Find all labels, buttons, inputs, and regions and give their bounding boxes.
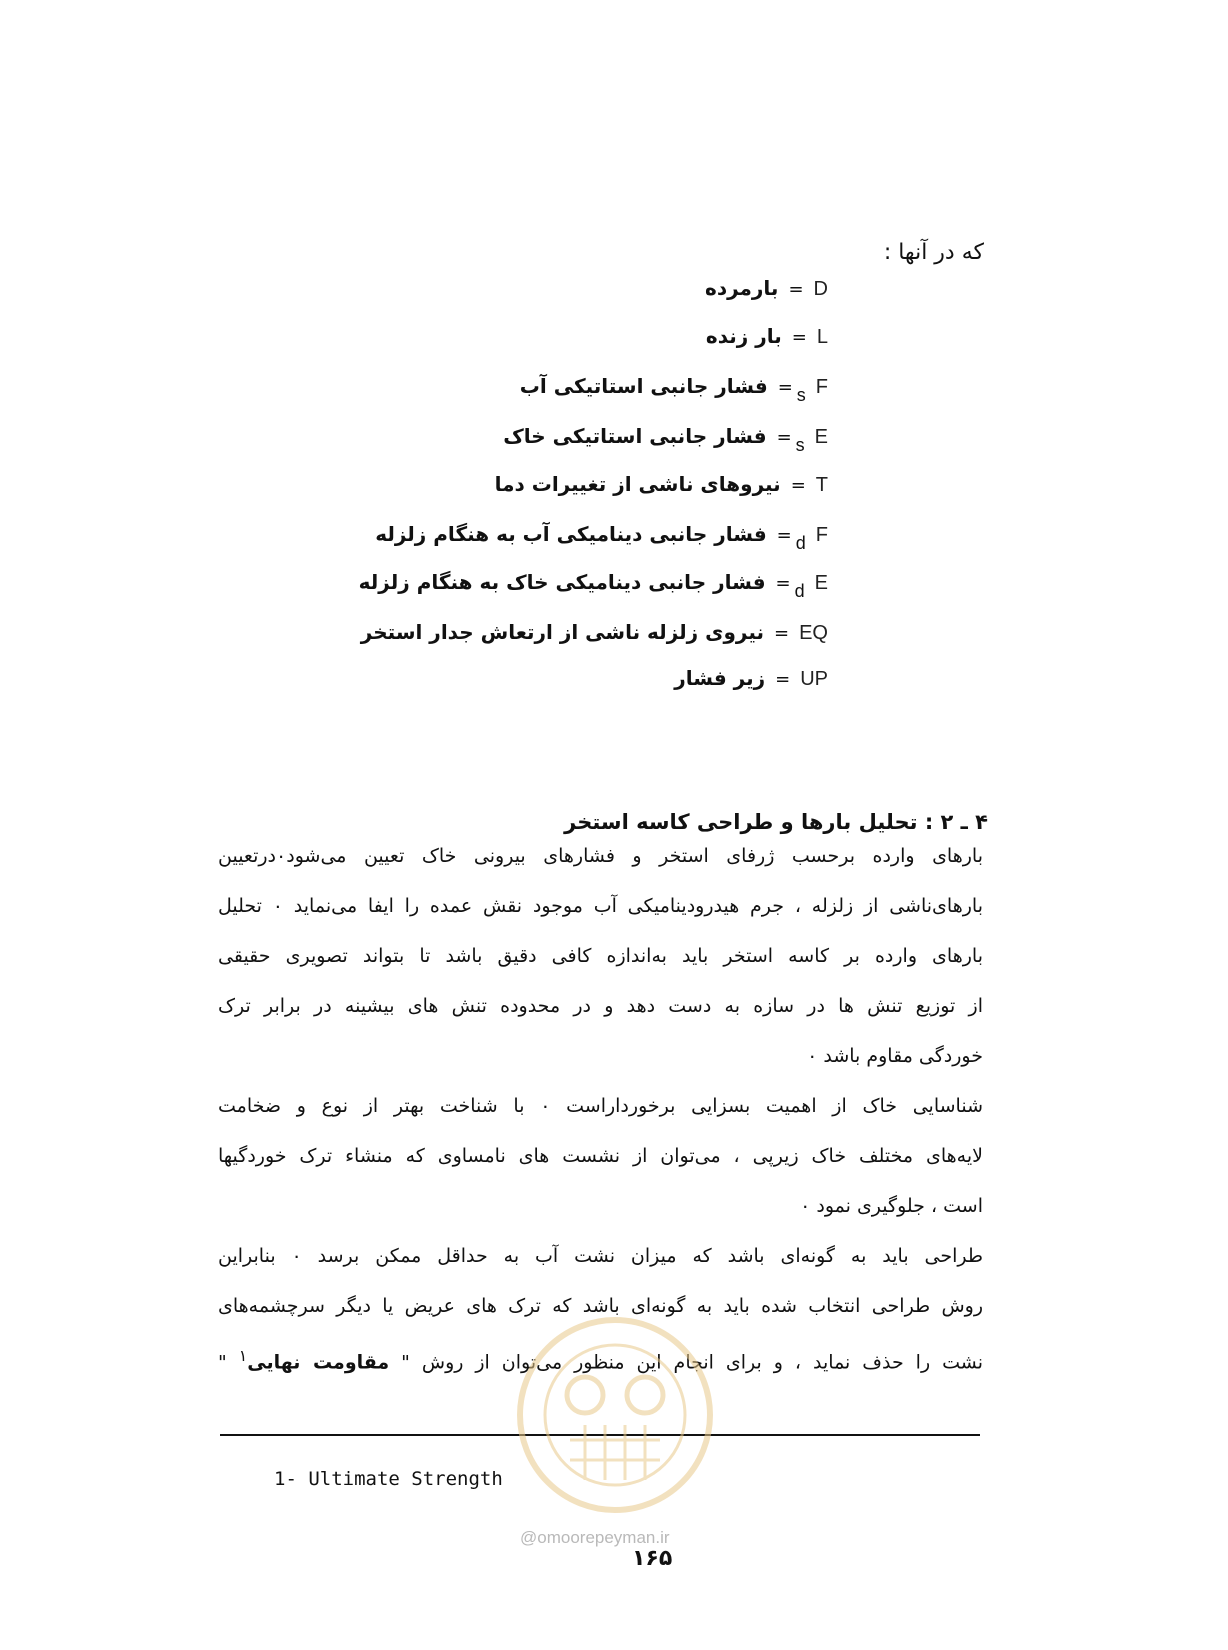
paragraph-line: طراحی باید به گونه‌ای باشد که میزان نشت آب به حداقل ممکن برسد ۰ بنابراین [218,1245,983,1267]
paragraph-line: است ، جلوگیری نمود ۰ [800,1195,983,1217]
definition-text: بارمرده [705,276,779,300]
definition-symbol: F [815,376,828,398]
definition-symbol: UP [800,668,828,690]
definition-symbol: L [816,326,828,348]
footnote-marker: ۱ [238,1346,248,1365]
definition-text: فشار جانبی استاتیکی خاک [503,424,767,448]
definition-row [520,374,828,408]
definition-row [503,424,828,458]
definition-row [705,276,828,310]
definition-subscript: s [796,385,806,405]
definition-row [495,472,828,506]
equals-sign: = [790,475,806,496]
definition-text: نیروی زلزله ناشی از ارتعاش جدار استخر [360,620,764,644]
definition-row [706,324,828,358]
definition-text: فشار جانبی دینامیکی خاک به هنگام زلزله [358,570,766,594]
definition-symbol: F [815,524,828,546]
definition-row [359,570,828,604]
equals-sign: = [775,573,791,594]
definition-row [361,620,828,654]
paragraph-line: بارهای وارده برحسب ژرفای استخر و فشارهای بیرونی خاک تعیین می‌شود۰درتعیین [218,845,983,867]
paragraph-line: بارهای وارده بر کاسه استخر باید به‌اندازه کافی دقیق باشد تا بتواند تصویری حقیقی [218,945,983,967]
definition-subscript: s [795,435,805,455]
paragraph-line: از توزیع تنش ها در سازه به دست دهد و در محدوده تنش های بیشینه در برابر ترک [218,995,983,1017]
paragraph-line: بارهای‌ناشی از زلزله ، جرم هیدرودینامیکی آب موجود نقش عمده را ایفا می‌نماید ۰ تحلیل [218,895,983,917]
definition-symbol: EQ [799,622,828,644]
equals-sign: = [775,669,791,690]
equals-sign: = [791,327,807,348]
bold-term: مقاومت نهایی [247,1351,390,1374]
intro-text: که در آنها : [883,240,984,265]
equals-sign: = [776,525,792,546]
equals-sign: = [788,279,804,300]
definition-text: زیر فشار [674,666,766,690]
definition-text: نیروهای ناشی از تغییرات دما [494,472,781,496]
closing-quote: " [218,1351,227,1374]
definition-symbol: E [814,426,828,448]
watermark-text: @omoorepeyman.ir [520,1528,670,1547]
line-text: نشت را حذف نماید ، و برای انجام این منظور می‌توان از روش " [401,1351,983,1374]
definition-row [375,522,828,556]
paragraph-line: شناسایی خاک از اهمیت بسزایی برخورداراست ۰ با شناخت بهتر از نوع و ضخامت [218,1095,983,1117]
equals-sign: = [774,623,790,644]
paragraph-line: روش طراحی انتخاب شده باید به گونه‌ای باشد که ترک های عریض یا دیگر سرچشمه‌های [218,1295,983,1317]
definition-row [674,666,828,700]
definition-text: فشار جانبی دینامیکی آب به هنگام زلزله [375,522,767,546]
equals-sign: = [777,377,793,398]
footnote: 1- Ultimate Strength [274,1468,503,1490]
definition-symbol: T [815,474,828,496]
definition-symbol: E [814,572,828,594]
page-number: ۱۶۵ [632,1546,673,1571]
definition-subscript: d [794,581,805,601]
paragraph-line: لایه‌های مختلف خاک زیرپی ، می‌توان از نشست های نامساوی که منشاء ترک خوردگیها [218,1145,983,1167]
definition-text: فشار جانبی استاتیکی آب [519,374,768,398]
section-heading: ۴ ـ ۲ : تحلیل بارها و طراحی کاسه استخر [564,810,988,834]
definition-text: بار زنده [705,324,782,348]
watermark-seal [510,1300,720,1530]
definition-symbol: D [813,278,828,300]
paragraph-line: خوردگی مقاوم باشد ۰ [807,1045,983,1067]
equals-sign: = [776,427,792,448]
definition-subscript: d [795,533,806,553]
